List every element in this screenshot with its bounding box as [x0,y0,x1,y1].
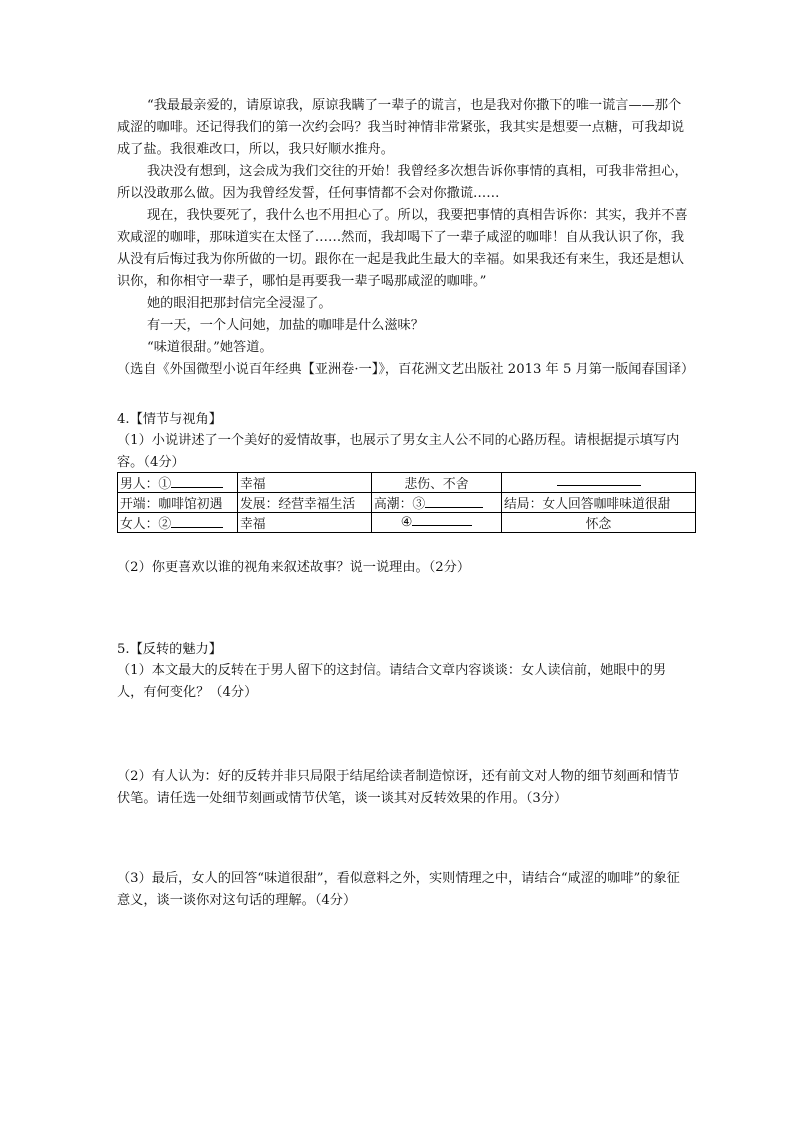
plot-table [117,472,696,533]
question-5-1-text: （1）本文最大的反转在于男人留下的这封信。请结合文章内容谈谈：女人读信前，她眼中的男人，有何变化？（4分） [117,663,667,700]
table-cell: 幸福 [238,513,372,533]
table-cell: 男人：① [118,473,238,493]
passage-paragraph-1: “我最最亲爱的，请原谅我，原谅我瞒了一辈子的谎言，也是我对你撒下的唯一谎言——那个咸涩的咖啡。还记得我们的第一次约会吗？我当时神情非常紧张，我其实是想要一点糖，可我却说成了盐。我很难改口，所以，我只好顺水推舟。 [117,98,685,157]
question-4-title: 4.【情节与视角】 [117,412,222,427]
story-passage [117,95,695,381]
passage-paragraph-5: 有一天，一个人问她，加盐的咖啡是什么滋味？ [147,318,424,333]
table-row [118,493,696,513]
question-4-2-text: （2）你更喜欢以谁的视角来叙述故事？说一说理由。（2分） [117,560,471,575]
table-cell: 悲伤、不舍 [372,473,502,493]
answer-blank[interactable] [412,525,472,526]
passage-source: （选自《外国微型小说百年经典【亚洲卷·一】》，百花洲文艺出版社 2013 年 5 月第一版闻春国译） [117,362,695,377]
question-4-part-1 [117,430,692,474]
question-5-3-text: （3）最后，女人的回答“味道很甜”，看似意料之外，实则情理之中，请结合“咸涩的咖啡”的象征意义，谈一谈你对这句话的理解。（4分） [117,871,680,908]
passage-paragraph-4: 她的眼泪把那封信完全浸湿了。 [147,296,332,311]
question-5-part-3 [117,868,692,912]
table-cell [502,473,696,493]
question-4-1-text: （1）小说讲述了一个美好的爱情故事，也展示了男女主人公不同的心路历程。请根据提示填写内容。（4分） [117,433,680,470]
passage-paragraph-6: “味道很甜。”她答道。 [147,340,273,355]
passage-paragraph-2: 我决没有想到，这会成为我们交往的开始！我曾经多次想告诉你事情的真相，可我非常担心，所以没敢那么做。因为我曾经发誓，任何事情都不会对你撒谎…… [117,164,688,201]
question-4-part-2 [117,557,692,579]
table-row [118,473,696,493]
table-cell: 幸福 [238,473,372,493]
table-cell: 开端：咖啡馆初遇 [118,493,238,513]
question-5-part-1 [117,660,692,704]
table-cell: 高潮：③ [372,493,502,513]
answer-blank[interactable] [171,527,223,528]
answer-blank[interactable] [425,507,483,508]
table-cell: 结局：女人回答咖啡味道很甜 [502,493,696,513]
question-5-part-2 [117,766,692,810]
table-cell: 怀念 [502,513,696,533]
table-cell: ④ [372,513,502,533]
question-5-title: 5.【反转的魅力】 [117,642,222,657]
table-row [118,513,696,533]
answer-blank[interactable] [171,487,223,488]
passage-paragraph-3: 现在，我快要死了，我什么也不用担心了。所以，我要把事情的真相告诉你：其实，我并不喜欢咸涩的咖啡，那味道实在太怪了……然而，我却喝下了一辈子咸涩的咖啡！自从我认识了你，我从没有后悔过我为你所做的一切。跟你在一起是我此生最大的幸福。如果我还有来生，我还是想认识你，和你相守一辈子，哪怕是再要我一辈子喝那咸涩的咖啡。” [117,208,688,289]
table-cell: 发展：经营幸福生活 [238,493,372,513]
answer-blank[interactable] [557,485,641,486]
question-5-2-text: （2）有人认为：好的反转并非只局限于结尾给读者制造惊讶，还有前文对人物的细节刻画和情节伏笔。请任选一处细节刻画或情节伏笔，谈一谈其对反转效果的作用。（3分） [117,769,680,806]
table-cell: 女人：② [118,513,238,533]
